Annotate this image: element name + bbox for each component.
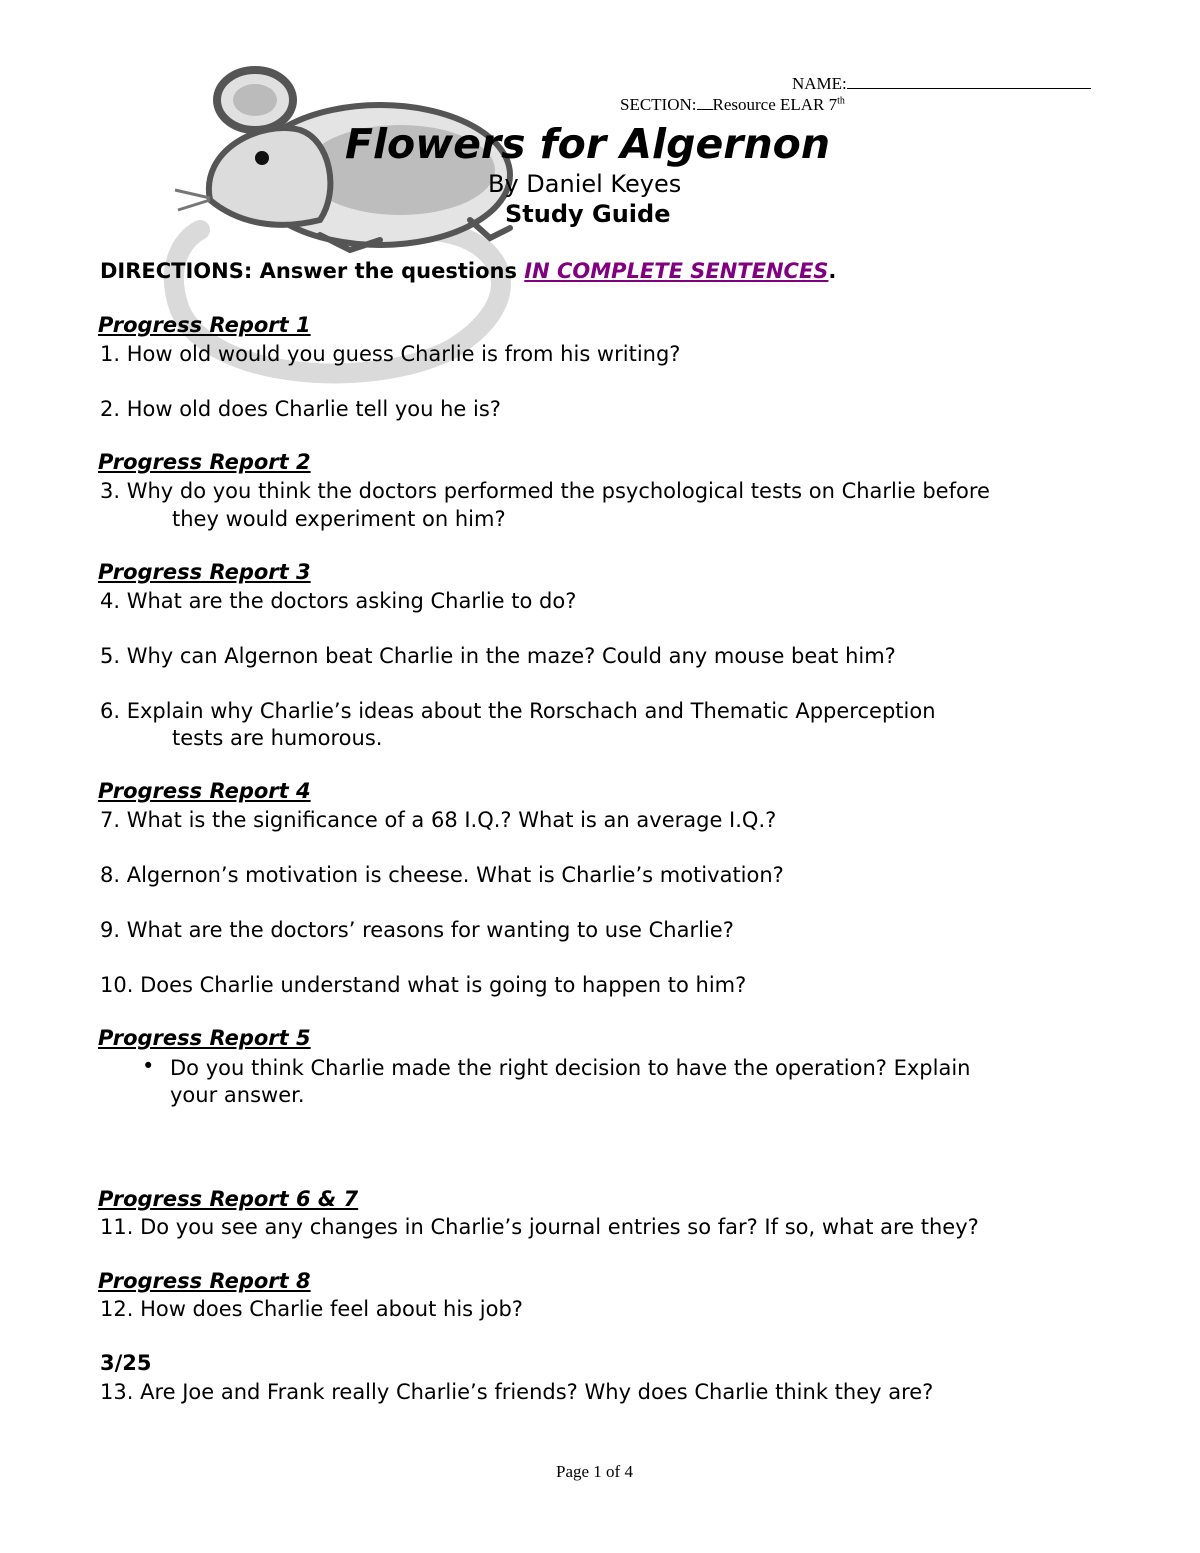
name-blank[interactable] [847,72,1091,89]
section-heading: Progress Report 5 [98,1026,311,1050]
section-value: Resource ELAR 7 [712,95,838,114]
question-4: 4. What are the doctors asking Charlie to do? [100,589,577,613]
section-heading: Progress Report 6 & 7 [98,1187,359,1211]
question-8: 8. Algernon’s motivation is cheese. What is Charlie’s motivation? [100,863,784,887]
question-5: 5. Why can Algernon beat Charlie in the maze? Could any mouse beat him? [100,644,896,668]
section-heading: Progress Report 3 [98,560,311,584]
directions-emphasis: IN COMPLETE SENTENCES [524,259,829,283]
question-6: 6. Explain why Charlie’s ideas about the Rorschach and Thematic Apperception [100,699,936,723]
directions: DIRECTIONS: Answer the questions IN COMPLETE SENTENCES. [100,259,837,283]
bullet-question-cont: your answer. [170,1083,305,1107]
section-sup: th [837,95,845,107]
question-6-cont: tests are humorous. [172,726,383,750]
author-line: By Daniel Keyes [488,170,682,198]
name-label: NAME: [792,74,847,93]
bullet-icon: • [142,1054,155,1078]
subtitle: Study Guide [505,200,671,228]
question-10: 10. Does Charlie understand what is going to happen to him? [100,973,747,997]
question-1: 1. How old would you guess Charlie is from his writing? [100,342,681,366]
page-number: Page 1 of 4 [556,1462,633,1481]
question-2: 2. How old does Charlie tell you he is? [100,397,501,421]
section-label: SECTION: [620,95,697,114]
page-title: Flowers for Algernon [345,120,831,168]
bullet-question: Do you think Charlie made the right decision to have the operation? Explain [170,1056,971,1080]
question-9: 9. What are the doctors’ reasons for wanting to use Charlie? [100,918,734,942]
section-heading: Progress Report 8 [98,1269,311,1293]
section-heading: Progress Report 4 [98,779,311,803]
question-11: 11. Do you see any changes in Charlie’s journal entries so far? If so, what are they? [100,1215,979,1239]
directions-label: DIRECTIONS: Answer the questions [100,259,525,283]
name-line [792,72,1091,94]
section-line [620,95,845,115]
question-3: 3. Why do you think the doctors performed the psychological tests on Charlie before [100,479,990,503]
date-heading: 3/25 [100,1351,152,1375]
section-heading: Progress Report 1 [98,313,311,337]
section-heading: Progress Report 2 [98,450,311,474]
question-12: 12. How does Charlie feel about his job? [100,1297,523,1321]
question-13: 13. Are Joe and Frank really Charlie’s friends? Why does Charlie think they are? [100,1380,934,1404]
question-7: 7. What is the significance of a 68 I.Q.? What is an average I.Q.? [100,808,777,832]
question-3-cont: they would experiment on him? [172,507,506,531]
